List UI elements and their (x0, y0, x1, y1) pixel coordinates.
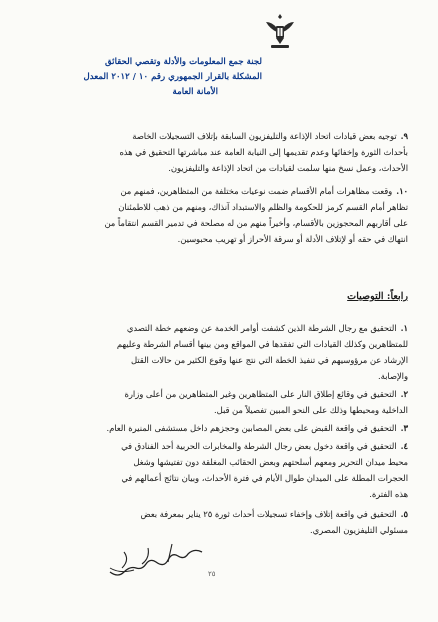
text-line: والإصابة. (377, 371, 408, 381)
item-number: ١٠. (396, 186, 408, 196)
text-line: الإرشاد عن مرؤوسيهم في تنفيذ الخطة التي نتج عنها وقوع الكثير من حالات القتل (130, 355, 408, 365)
item-number: ٥. (400, 509, 408, 519)
finding-9 (30, 128, 408, 176)
text-line: الداخلية ومحيطها وذلك على النحو المبين تفصيلاً من قبل. (214, 405, 408, 415)
text-line: على أقاربهم المحجوزين بالأقسام، وأخيراً منهم من له مصلحة في تدمير القسم انتقاماً من (104, 218, 408, 228)
text-line: مسئولي التليفزيون المصري. (310, 525, 408, 535)
text-line: تظاهر أمام القسم كرمز للحكومة والظلم والاستبداد آنذاك، ومنهم من ذهب للاطمئنان (118, 202, 408, 212)
finding-10 (30, 183, 408, 247)
text-line: التحقيق في واقعة دخول بعض رجال الشرطة والمخابرات الحربية أحد الفنادق في (121, 441, 397, 451)
recommendation-1 (30, 320, 408, 384)
text-line: التحقيق في وقائع إطلاق النار على المتظاهرين وغير المتظاهرين من أعلى وزارة (124, 389, 397, 399)
item-number: ١. (400, 323, 408, 333)
text-line: التحقيق مع رجال الشرطة الذين كشفت أوامر الخدمة عن وضعهم خطة التصدي (126, 323, 397, 333)
item-number: ٤. (400, 441, 408, 451)
recommendation-2 (30, 386, 408, 418)
decree-reference: المشكلة بالقرار الجمهوري رقم ١٠ / ٢٠١٢ المعدل (83, 72, 262, 82)
recommendation-4 (30, 438, 408, 502)
eagle-seal-icon (263, 12, 297, 52)
general-secretariat: الأمانة العامة (172, 87, 218, 97)
text-line: التحقيق في واقعة إتلاف وإخفاء تسجيلات أحداث ثورة ٢٥ يناير بمعرفة بعض (140, 509, 397, 519)
handwritten-signature (84, 538, 214, 580)
item-number: ٩. (400, 131, 408, 141)
signature-note: ٢٥ (208, 570, 216, 578)
text-line: محيط ميدان التحرير ومعهم أسلحتهم وبعض الحقائب المغلقة دون تفتيشها وشغل (133, 457, 408, 467)
text-line: الحجرات المطلة على الميدان طوال الأيام في فترة الأحداث، وبيان نتائج أعمالهم في (121, 473, 408, 483)
recommendation-3 (30, 420, 408, 436)
recommendations-heading: رابعاً: التوصيات (347, 291, 408, 302)
text-line: بأحداث الثورة وإخفائها وعدم تقديمها إلى النيابة العامة عند مباشرتها التحقيق في هذه (119, 147, 408, 157)
text-line: الأحداث، وعمل نسخ منها سلمت لقيادات من اتحاد الإذاعة والتليفزيون. (168, 163, 408, 173)
text-line: انتهاك في حقه أو لإتلاف الأدلة أو سرقة الأحراز أو تهريب محبوسين. (177, 234, 408, 244)
item-number: ٣. (400, 423, 408, 433)
recommendation-5 (30, 506, 408, 538)
text-line: وقعت مظاهرات أمام الأقسام ضمت نوعيات مختلفة من المتظاهرين، فمنهم من (120, 186, 393, 196)
text-line: هذه الفترة. (369, 489, 408, 499)
text-line: توجيه بعض قيادات اتحاد الإذاعة والتليفزيون السابقة بإتلاف التسجيلات الخاصة (132, 131, 397, 141)
item-number: ٢. (400, 389, 408, 399)
text-line: للمتظاهرين وكذلك القيادات التي تفقدها في المواقع ومن بينها أقسام الشرطة وعليهم (116, 339, 408, 349)
committee-name: لجنة جمع المعلومات والأدلة وتقصي الحقائق (105, 57, 262, 67)
text-line: التحقيق في واقعة القبض على بعض المصابين وحجزهم داخل مستشفى المنيرة العام. (106, 423, 397, 433)
